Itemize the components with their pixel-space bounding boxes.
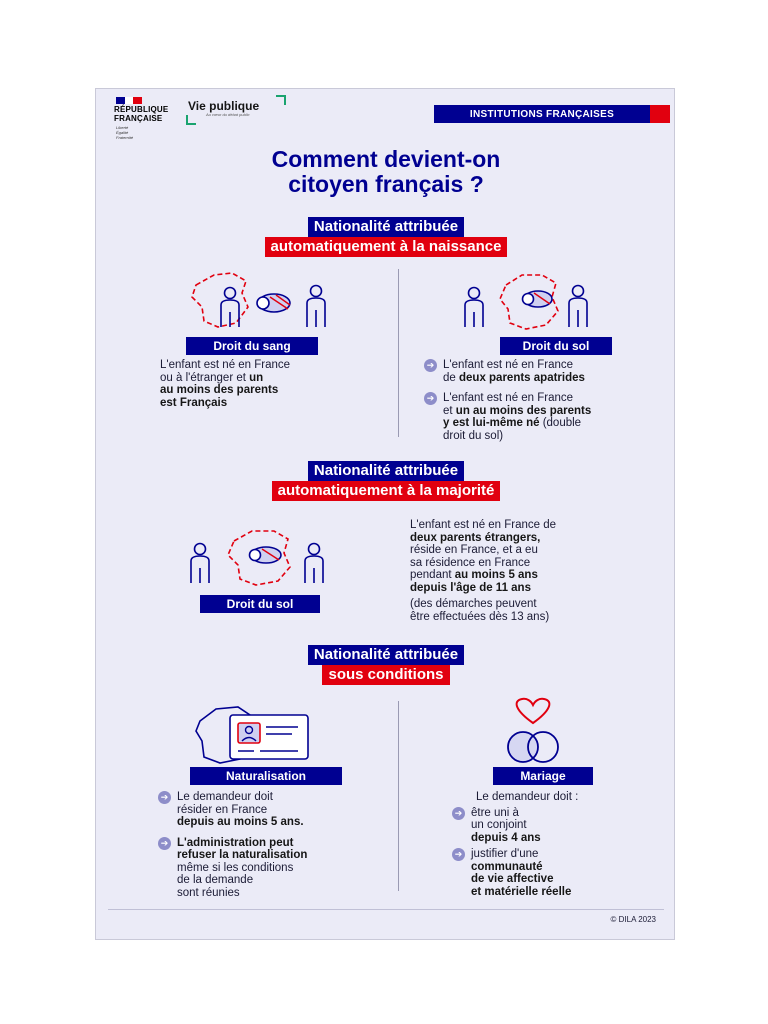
arrow-right-icon: ➔ [452,848,465,861]
soil-right-illustration-icon [458,267,598,337]
motto: Liberté Égalité Fraternité [116,125,134,140]
arrow-right-icon: ➔ [424,392,437,405]
arrow-right-icon: ➔ [452,807,465,820]
label-droit-du-sol-majorite: Droit du sol [200,595,320,613]
list-item: ➔ L'enfant est né en France de deux parents apatrides [424,359,664,384]
mariage-rings-heart-icon [496,697,570,767]
label-mariage: Mariage [493,767,593,785]
infographic [95,88,675,940]
arrow-right-icon: ➔ [158,791,171,804]
vie-publique-logo: Vie publique [188,99,260,113]
page-title: Comment devient-on citoyen français ? [271,146,501,197]
list-item: ➔ L'enfant est né en France et un au moins des parents y est lui-même né (double droit du sol) [424,392,664,442]
label-droit-du-sol: Droit du sol [500,337,612,355]
mariage-bullets: Le demandeur doit : ➔ être uni à un conjoint depuis 4 ans ➔ justifier d'une communauté de vie affective et matérielle réelle [452,791,662,898]
republique-francaise-logo: RÉPUBLIQUE FRANÇAISE [114,105,169,123]
column-divider [398,269,399,437]
label-droit-du-sang: Droit du sang [186,337,318,355]
french-flag-icon [116,97,142,104]
list-item: ➔ L'administration peut refuser la naturalisation même si les conditions de la demande sont réunies [158,837,388,900]
naturalisation-bullets [158,791,388,899]
droit-du-sang-text: L'enfant est né en France ou à l'étranger et un au moins des parents est Français [160,359,291,409]
copyright: © DILA 2023 [610,915,656,924]
footer-divider [108,909,664,910]
list-item: ➔ justifier d'une communauté de vie affective et matérielle réelle [452,848,662,898]
blood-right-illustration-icon [184,267,334,337]
category-label: INSTITUTIONS FRANÇAISES [434,105,650,123]
majority-illustration-icon [184,525,334,595]
section-heading-conditions: Nationalité attribuée sous conditions [96,645,676,685]
vie-publique-corner-icon [276,95,286,105]
droit-du-sol-bullets [424,359,664,442]
list-item: ➔ Le demandeur doit résider en France depuis au moins 5 ans. [158,791,388,829]
section-heading-birth: Nationalité attribuée automatiquement à la naissance [96,217,676,257]
category-banner [434,105,670,123]
column-divider [398,701,399,891]
vie-publique-tagline: Au cœur du débat public [206,112,250,117]
majority-text: L'enfant est né en France de deux parents étrangers, réside en France, et a eu sa résidence en France pendant au moins 5 ans depuis l'âge de 11 ans (des démarches peuvent être effectuées dès 13 ans) [410,519,557,623]
label-naturalisation: Naturalisation [190,767,342,785]
vie-publique-corner-icon [186,115,196,125]
list-item: ➔ être uni à un conjoint depuis 4 ans [452,807,662,845]
naturalisation-document-icon [194,701,314,767]
arrow-right-icon: ➔ [158,837,171,850]
section-heading-majority: Nationalité attribuée automatiquement à la majorité [96,461,676,501]
arrow-right-icon: ➔ [424,359,437,372]
